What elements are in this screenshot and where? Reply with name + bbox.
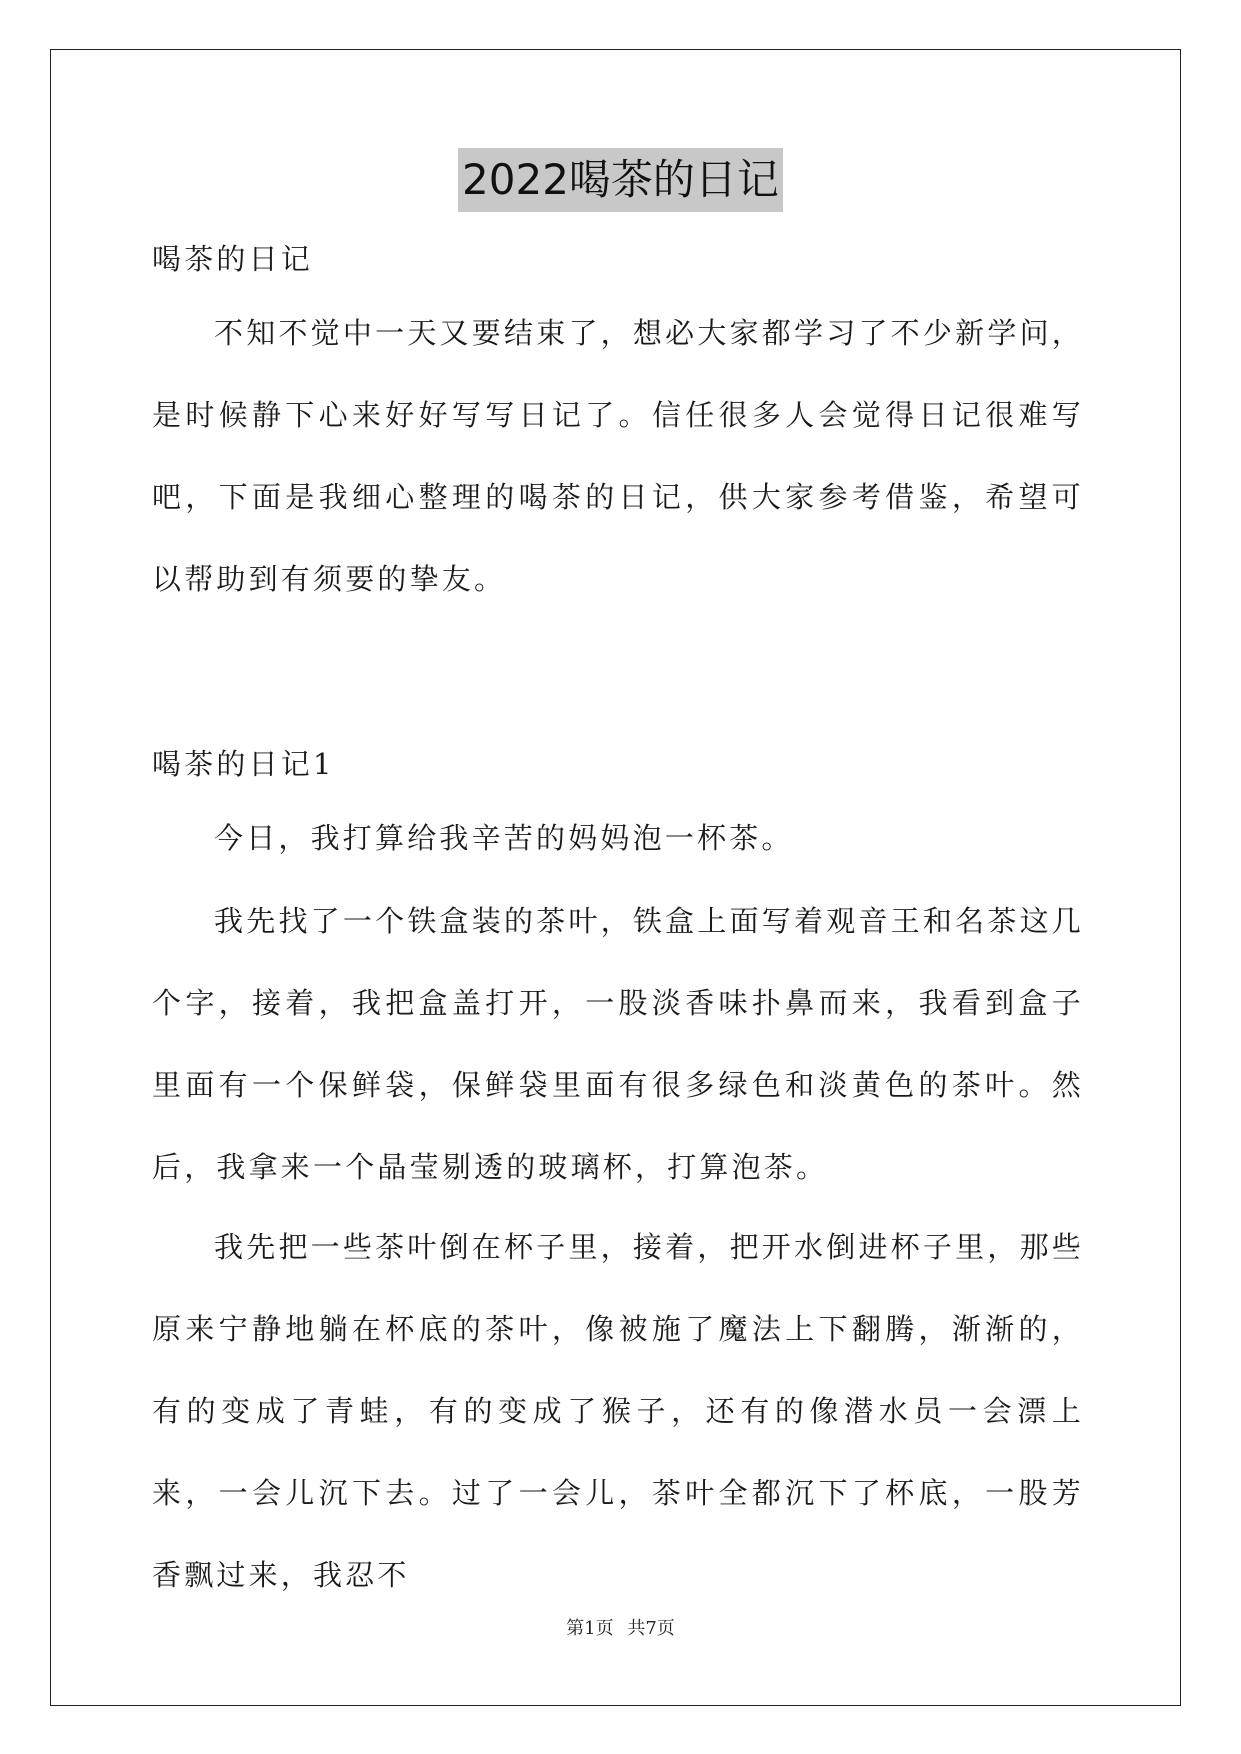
section-heading: 喝茶的日记1 xyxy=(152,747,335,781)
intro-heading: 喝茶的日记 xyxy=(152,242,314,276)
body-paragraph-2: 我先找了一个铁盒装的茶叶，铁盒上面写着观音王和名茶这几个字，接着，我把盒盖打开，一股淡香味扑鼻而来，我看到盒子里面有一个保鲜袋，保鲜袋里面有很多绿色和淡黄色的茶叶。然后，我拿来一个晶莹剔透的玻璃杯，打算泡茶。 xyxy=(152,904,1084,1184)
document-title: 2022喝茶的日记 xyxy=(458,148,783,212)
page-footer xyxy=(0,1614,1241,1640)
page-number: 第1页 xyxy=(566,1618,614,1639)
body-paragraph-1: 今日，我打算给我辛苦的妈妈泡一杯茶。 xyxy=(214,821,794,855)
intro-paragraph: 不知不觉中一天又要结束了，想必大家都学习了不少新学问，是时候静下心来好好写写日记了。信任很多人会觉得日记很难写吧，下面是我细心整理的喝茶的日记，供大家参考借鉴，希望可以帮助到有须要的挚友。 xyxy=(152,316,1084,596)
page-total: 共7页 xyxy=(627,1618,675,1639)
body-paragraph-3: 我先把一些茶叶倒在杯子里，接着，把开水倒进杯子里，那些原来宁静地躺在杯底的茶叶，像被施了魔法上下翻腾，渐渐的，有的变成了青蛙，有的变成了猴子，还有的像潜水员一会漂上来，一会儿沉下去。过了一会儿，茶叶全都沉下了杯底，一股芳香飘过来，我忍不 xyxy=(152,1230,1084,1592)
title-container xyxy=(0,148,1241,212)
